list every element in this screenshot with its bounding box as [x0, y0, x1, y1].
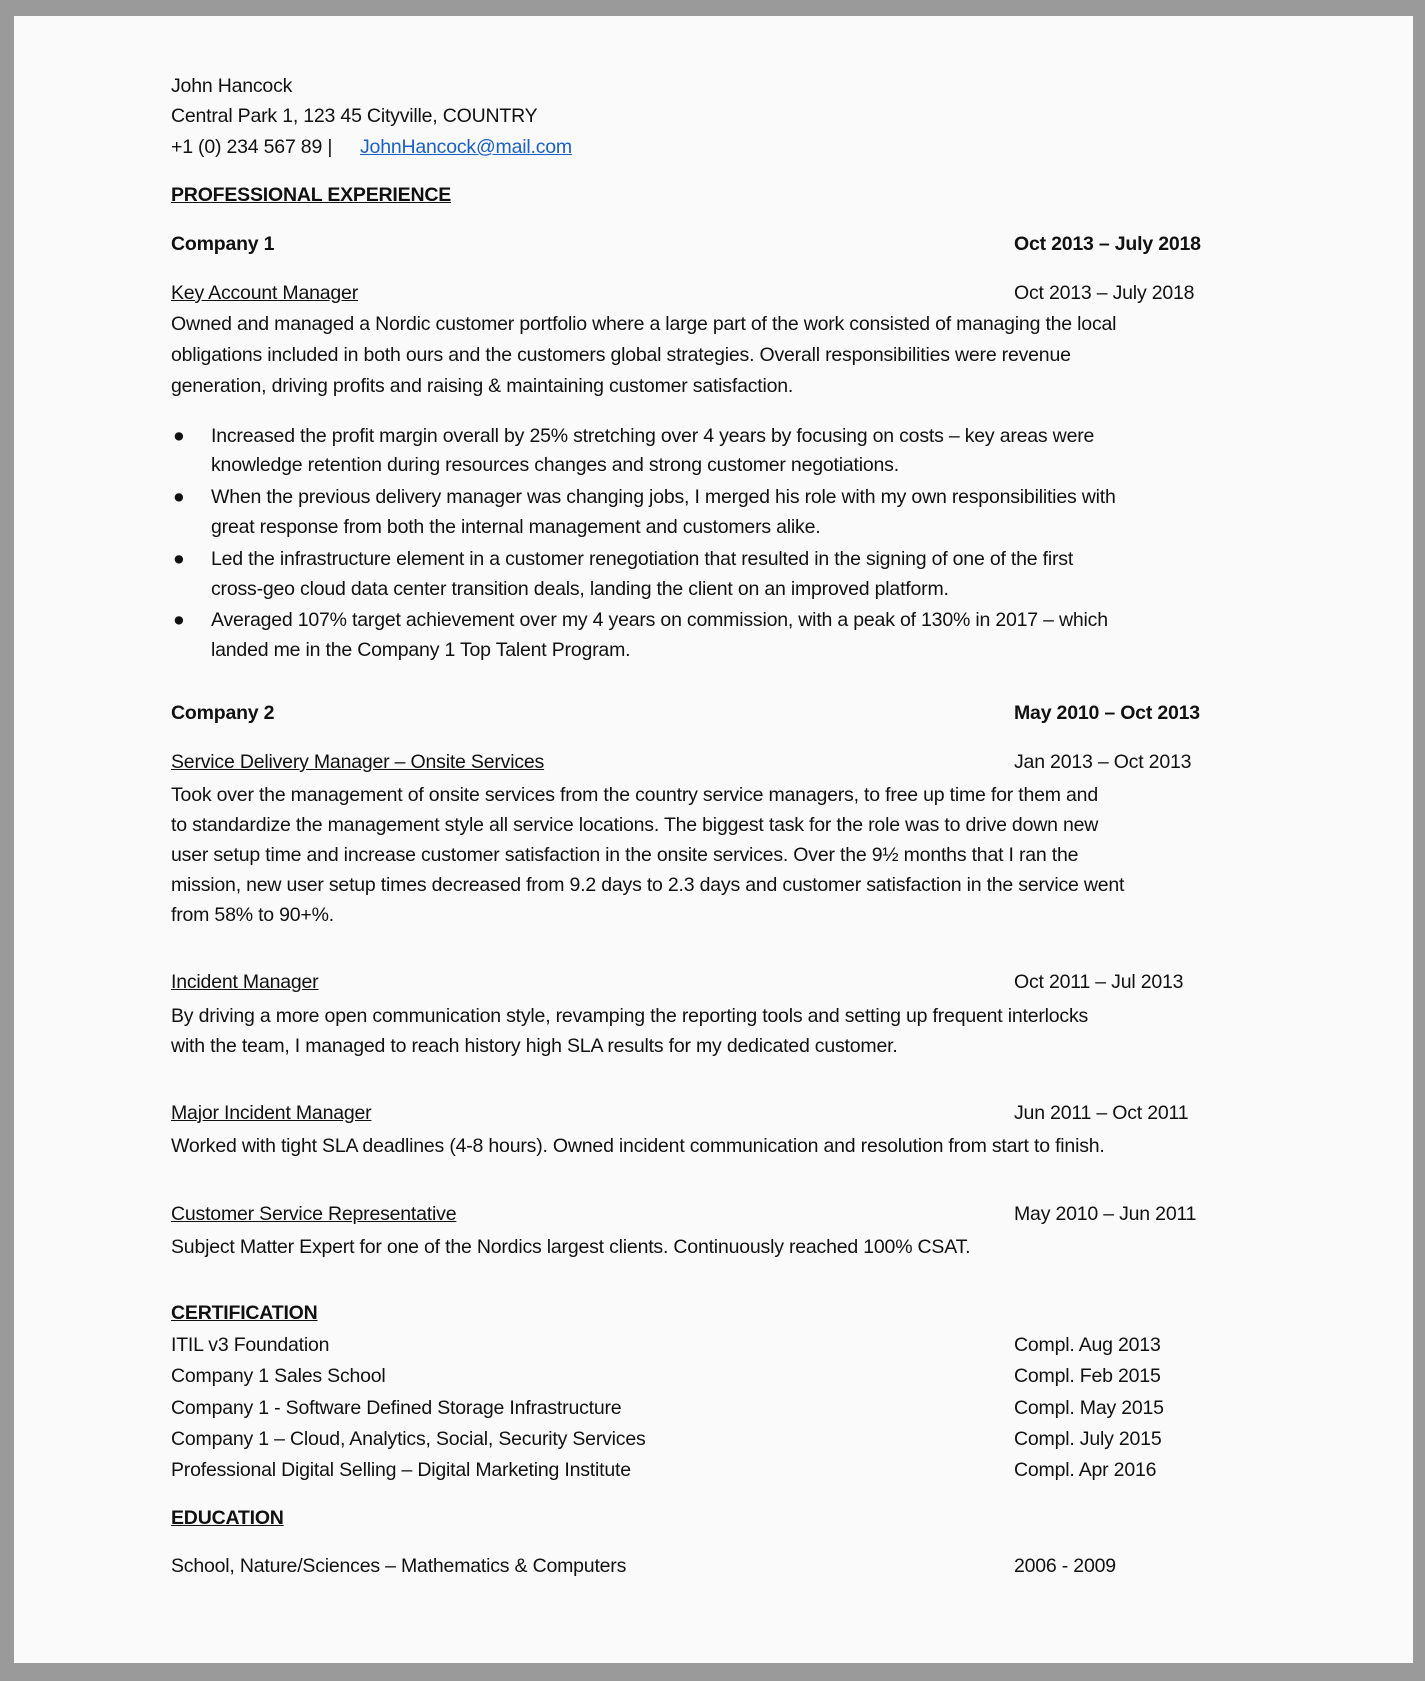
role-description: from 58% to 90+%. [171, 904, 334, 926]
certification-name: Company 1 - Software Defined Storage Infrastructure [171, 1397, 622, 1419]
role-description: with the team, I managed to reach history high SLA results for my dedicated customer. [171, 1035, 898, 1057]
role-description: mission, new user setup times decreased from 9.2 days to 2.3 days and customer satisfaction in the service went [171, 874, 1125, 896]
role-description: Took over the management of onsite services from the country service managers, to free up time for them and [171, 784, 1098, 806]
section-heading-certification: CERTIFICATION [171, 1302, 318, 1324]
certification-date: Compl. May 2015 [1014, 1397, 1164, 1419]
phone: +1 (0) 234 567 89 | [171, 136, 333, 158]
bullet-icon: ● [173, 609, 185, 631]
bullet-text: cross-geo cloud data center transition deals, landing the client on an improved platform. [211, 578, 949, 600]
role-dates: Oct 2013 – July 2018 [1014, 282, 1195, 304]
bullet-text: When the previous delivery manager was changing jobs, I merged his role with my own responsibilities with [211, 486, 1116, 508]
bullet-icon: ● [173, 548, 185, 570]
bullet-text: Averaged 107% target achievement over my 4 years on commission, with a peak of 130% in 2017 – which [211, 609, 1108, 631]
role-title: Incident Manager [171, 971, 319, 993]
certification-name: Professional Digital Selling – Digital Marketing Institute [171, 1459, 631, 1481]
certification-date: Compl. July 2015 [1014, 1428, 1162, 1450]
email-link[interactable]: JohnHancock@mail.com [360, 136, 572, 158]
certification-name: Company 1 – Cloud, Analytics, Social, Security Services [171, 1428, 646, 1450]
role-title: Key Account Manager [171, 282, 358, 304]
role-description: to standardize the management style all service locations. The biggest task for the role was to drive down new [171, 814, 1099, 836]
section-heading-education: EDUCATION [171, 1507, 284, 1529]
role-description: By driving a more open communication style, revamping the reporting tools and setting up frequent interlocks [171, 1005, 1089, 1027]
bullet-text: landed me in the Company 1 Top Talent Program. [211, 639, 631, 661]
certification-date: Compl. Aug 2013 [1014, 1334, 1161, 1356]
role-dates: May 2010 – Jun 2011 [1014, 1203, 1197, 1225]
role-description: Subject Matter Expert for one of the Nordics largest clients. Continuously reached 100% CSAT. [171, 1236, 971, 1258]
bullet-icon: ● [173, 425, 185, 447]
company-name: Company 2 [171, 702, 275, 724]
section-heading-experience: PROFESSIONAL EXPERIENCE [171, 184, 452, 206]
certification-date: Compl. Feb 2015 [1014, 1365, 1161, 1387]
company-dates: May 2010 – Oct 2013 [1014, 702, 1200, 724]
certification-name: Company 1 Sales School [171, 1365, 386, 1387]
education-date: 2006 - 2009 [1014, 1555, 1116, 1577]
role-dates: Jun 2011 – Oct 2011 [1014, 1102, 1189, 1124]
role-description: Owned and managed a Nordic customer portfolio where a large part of the work consisted of managing the local [171, 313, 1117, 335]
role-title: Service Delivery Manager – Onsite Services [171, 751, 545, 773]
bullet-text: Increased the profit margin overall by 25% stretching over 4 years by focusing on costs – key areas were [211, 425, 1095, 447]
education-name: School, Nature/Sciences – Mathematics & Computers [171, 1555, 627, 1577]
bullet-text: knowledge retention during resources changes and strong customer negotiations. [211, 454, 899, 476]
bullet-text: great response from both the internal management and customers alike. [211, 516, 821, 538]
role-title: Major Incident Manager [171, 1102, 372, 1124]
certification-name: ITIL v3 Foundation [171, 1334, 330, 1356]
role-description: Worked with tight SLA deadlines (4-8 hours). Owned incident communication and resolution from start to finish. [171, 1135, 1105, 1157]
company-dates: Oct 2013 – July 2018 [1014, 233, 1201, 255]
role-description: generation, driving profits and raising & maintaining customer satisfaction. [171, 375, 794, 397]
bullet-text: Led the infrastructure element in a customer renegotiation that resulted in the signing of one of the first [211, 548, 1074, 570]
company-name: Company 1 [171, 233, 275, 255]
role-dates: Jan 2013 – Oct 2013 [1014, 751, 1192, 773]
role-dates: Oct 2011 – Jul 2013 [1014, 971, 1184, 993]
bullet-icon: ● [173, 486, 185, 508]
address: Central Park 1, 123 45 Cityville, COUNTRY [171, 105, 538, 127]
certification-date: Compl. Apr 2016 [1014, 1459, 1157, 1481]
candidate-name: John Hancock [171, 75, 293, 97]
role-description: obligations included in both ours and the customers global strategies. Overall responsibilities were revenue [171, 344, 1071, 366]
role-description: user setup time and increase customer satisfaction in the onsite services. Over the 9½ months that I ran the [171, 844, 1079, 866]
role-title: Customer Service Representative [171, 1203, 457, 1225]
